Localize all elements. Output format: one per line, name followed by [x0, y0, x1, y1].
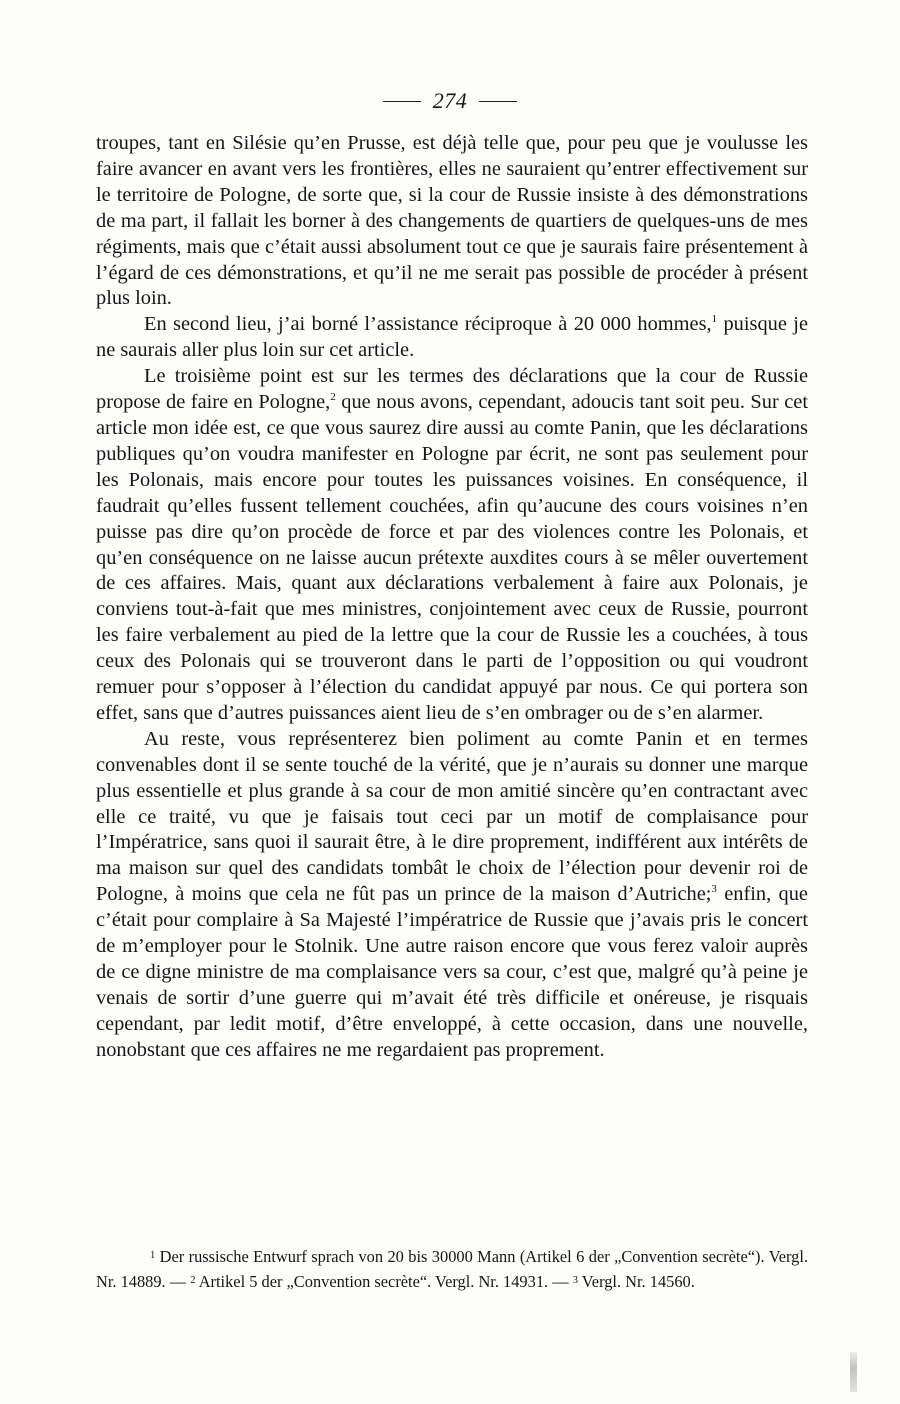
footnotes [96, 1244, 808, 1294]
paragraph-text: En second lieu, j’ai borné l’assistance réciproque à 20 000 hommes, [144, 313, 712, 336]
footnote-mark: 1 [150, 1250, 156, 1261]
footnote-text: Artikel 5 der „Convention secrète“. Vergl. Nr. 14931. — [195, 1272, 573, 1291]
paragraph-continuation: troupes, tant en Silésie qu’en Prusse, est déjà telle que, pour peu que je voulusse les faire avancer en avant vers les frontières, elles ne sauraient qu’entrer effectivement sur le territoire de Pologne, de sorte que, si la cour de Russie insiste à des démonstrations de ma part, il fallait les borner à des changements de quartiers de quelques-uns de mes régiments, mais que c’était aussi absolument tout ce que je saurais faire présentement à l’égard de ces démonstrations, et qu’il ne me serait pas possible de procéder à présent plus loin. [96, 132, 808, 310]
page-header [0, 86, 900, 116]
footnote-reference: 2 [330, 391, 336, 404]
footnote-block [96, 1244, 808, 1294]
paragraph-third-point [96, 364, 808, 727]
paragraph-second-point [96, 312, 808, 364]
footnote-reference: 1 [711, 313, 718, 326]
paragraph-text: que nous avons, cependant, adoucis tant soit peu. Sur cet article mon idée est, ce que vous saurez dire aussi au comte Panin, que les déclarations publiques qu’on voudra manifester en Pologne par écrit, ne sont pas seulement pour les Polonais, mais encore pour toutes les puissances voisines. En conséquence, il faudrait qu’elles fussent tellement couchées, afin qu’aucune des cours voisines n’en puisse pas dire qu’on procède de force et par des violences contre les Polonais, et qu’en conséquence on ne laisse aucun prétexte auxdites cours à se mêler ouvertement de ces affaires. Mais, quant aux déclarations verbalement à faire aux Polonais, je conviens tout-à-fait que mes ministres, conjointement avec ceux de Russie, pourront les faire verbalement au pied de la lettre que la cour de Russie les a couchées, à tous ceux des Polonais qui se trouveront dans le parti de l’opposition ou qui voudront remuer pour s’opposer à l’élection du candidat appuyé par nous. Ce qui portera son effet, sans que d’autres puissances aient lieu de s’en ombrager ou de s’en alarmer. [96, 391, 808, 724]
paragraph-au-reste [96, 727, 808, 1064]
paragraph-text: enfin, que c’était pour complaire à Sa Majesté l’impératrice de Russie que j’avais pris le concert de m’employer pour le Stolnik. Une autre raison encore que vous ferez valoir auprès de ce digne ministre de ma complaisance vers sa cour, c’est que, malgré qu’à peine je venais de sortir d’une guerre qui m’avait été très difficile et onéreuse, je risquais cependant, par ledit motif, d’être enveloppé, à cette occasion, dans une nouvelle, nonobstant que ces affaires ne me regardaient pas proprement. [96, 883, 808, 1061]
footnote-reference: 3 [711, 883, 717, 896]
page-number: 274 [432, 88, 468, 113]
body-text [96, 131, 808, 1064]
footnote-text: Der russische Entwurf sprach von 20 bis 30000 Mann (Artikel 6 der „Convention secrète“). Vergl. Nr. 14889. — [96, 1247, 808, 1291]
paragraph-text: puisque je ne saurais aller plus loin sur cet article. [96, 313, 808, 362]
header-rule-right [479, 101, 517, 102]
footnote-mark: 2 [190, 1275, 196, 1286]
scan-artifact [850, 1352, 857, 1392]
header-rule-left [383, 101, 421, 102]
footnote-mark: 3 [572, 1275, 578, 1286]
footnote-text: Vergl. Nr. 14560. [577, 1272, 695, 1291]
paragraph-text: Au reste, vous représenterez bien poliment au comte Panin et en termes convenables dont il se sente touché de la vérité, que je n’aurais su donner une marque plus essentielle et plus grande à sa cour de mon amitié sincère qu’en contractant avec elle ce traité, vu que je faisais tout ceci par un motif de complaisance pour l’Impératrice, sans quoi il saurait être, à le dire proprement, indifférent aux intérêts de ma maison sur quel des candidats tombât le choix de l’élection pour devenir roi de Pologne, à moins que cela ne fût pas un prince de la maison d’Autriche; [96, 727, 808, 906]
paragraph-text: Le troisième point est sur les termes des déclarations que la cour de Russie propose de faire en Pologne, [96, 365, 808, 414]
